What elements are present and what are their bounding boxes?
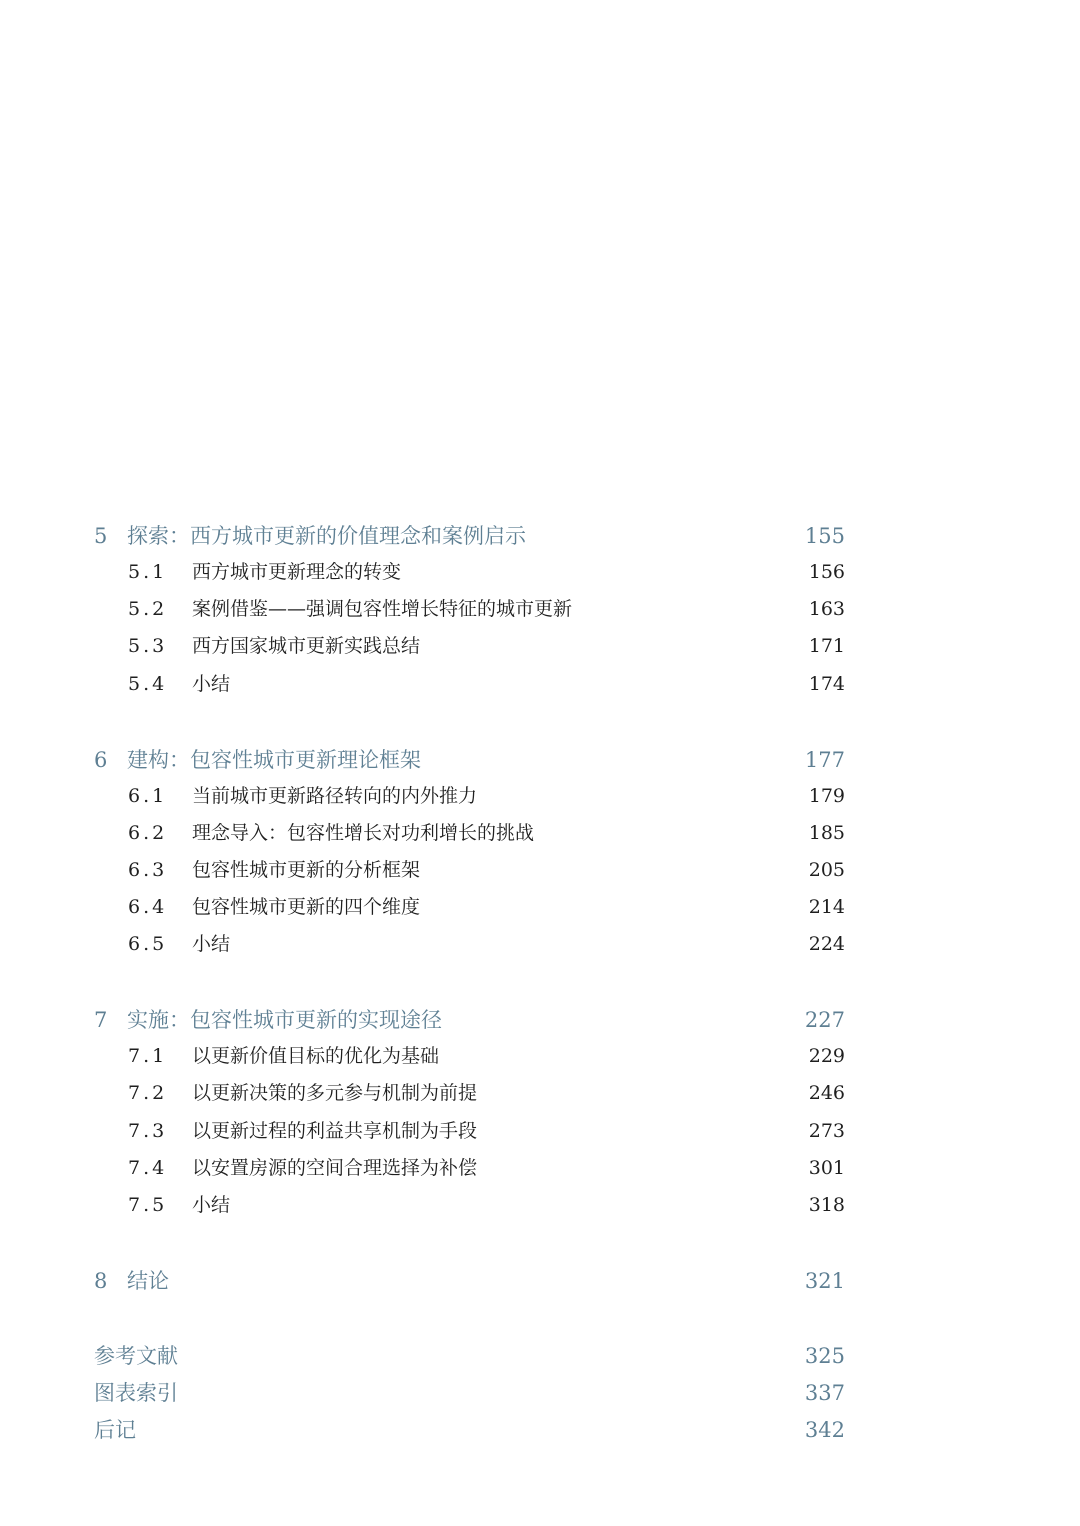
toc-section-6-4[interactable] <box>0 890 1080 924</box>
chapter-number: 5 <box>94 524 108 548</box>
toc-chapter-8[interactable] <box>0 1264 1080 1298</box>
toc-section-7-4[interactable] <box>0 1151 1080 1185</box>
section-title: 案例借鉴——强调包容性增长特征的城市更新 <box>192 598 573 620</box>
end-matter-title: 图表索引 <box>94 1381 178 1405</box>
toc-section-5-1[interactable] <box>0 555 1080 589</box>
section-title: 包容性城市更新的分析框架 <box>192 859 421 881</box>
chapter-title: 探索：西方城市更新的价值理念和案例启示 <box>127 524 526 548</box>
section-page-number: 301 <box>808 1157 845 1179</box>
chapter-number: 6 <box>94 748 108 772</box>
section-number: 5.3 <box>128 635 168 657</box>
toc-section-6-1[interactable] <box>0 779 1080 813</box>
section-number: 6.3 <box>128 859 168 881</box>
section-title: 当前城市更新路径转向的内外推力 <box>192 785 478 807</box>
section-page-number: 163 <box>808 598 845 620</box>
toc-section-5-3[interactable] <box>0 629 1080 663</box>
section-number: 5.1 <box>128 561 168 583</box>
section-number: 7.3 <box>128 1120 168 1142</box>
section-page-number: 229 <box>808 1045 845 1067</box>
chapter-title: 建构：包容性城市更新理论框架 <box>127 748 421 772</box>
end-matter-title: 后记 <box>94 1418 136 1442</box>
toc-section-5-4[interactable] <box>0 667 1080 701</box>
section-page-number: 174 <box>808 673 845 695</box>
end-matter-page-number: 342 <box>804 1418 845 1442</box>
section-page-number: 214 <box>808 896 845 918</box>
section-title: 理念导入：包容性增长对功利增长的挑战 <box>192 822 535 844</box>
section-title: 包容性城市更新的四个维度 <box>192 896 421 918</box>
chapter-page-number: 155 <box>804 524 845 548</box>
section-title: 西方国家城市更新实践总结 <box>192 635 421 657</box>
section-page-number: 205 <box>808 859 845 881</box>
end-matter-title: 参考文献 <box>94 1344 178 1368</box>
section-title: 以更新过程的利益共享机制为手段 <box>192 1120 478 1142</box>
toc-figure-index[interactable] <box>0 1376 1080 1410</box>
section-page-number: 318 <box>808 1194 845 1216</box>
toc-afterword[interactable] <box>0 1413 1080 1447</box>
chapter-number: 8 <box>94 1269 108 1293</box>
section-page-number: 246 <box>808 1082 845 1104</box>
toc-section-6-5[interactable] <box>0 927 1080 961</box>
section-title: 西方城市更新理念的转变 <box>192 561 402 583</box>
section-page-number: 156 <box>808 561 845 583</box>
section-number: 6.2 <box>128 822 168 844</box>
toc-section-6-2[interactable] <box>0 816 1080 850</box>
section-page-number: 224 <box>808 933 845 955</box>
toc-chapter-6[interactable] <box>0 743 1080 777</box>
section-page-number: 185 <box>808 822 845 844</box>
section-title: 以安置房源的空间合理选择为补偿 <box>192 1157 478 1179</box>
chapter-page-number: 227 <box>804 1008 845 1032</box>
toc-section-6-3[interactable] <box>0 853 1080 887</box>
chapter-title: 实施：包容性城市更新的实现途径 <box>127 1008 442 1032</box>
section-page-number: 171 <box>808 635 845 657</box>
section-title: 以更新决策的多元参与机制为前提 <box>192 1082 478 1104</box>
chapter-page-number: 177 <box>804 748 845 772</box>
chapter-title: 结论 <box>127 1269 169 1293</box>
toc-chapter-7[interactable] <box>0 1003 1080 1037</box>
end-matter-page-number: 325 <box>804 1344 845 1368</box>
toc-section-7-5[interactable] <box>0 1188 1080 1222</box>
section-title: 以更新价值目标的优化为基础 <box>192 1045 440 1067</box>
section-number: 7.2 <box>128 1082 168 1104</box>
toc-section-7-3[interactable] <box>0 1114 1080 1148</box>
section-number: 6.5 <box>128 933 168 955</box>
chapter-number: 7 <box>94 1008 108 1032</box>
section-page-number: 273 <box>808 1120 845 1142</box>
section-number: 5.2 <box>128 598 168 620</box>
toc-section-7-2[interactable] <box>0 1076 1080 1110</box>
section-number: 7.1 <box>128 1045 168 1067</box>
section-title: 小结 <box>192 1194 231 1216</box>
section-title: 小结 <box>192 673 231 695</box>
toc-chapter-5[interactable] <box>0 519 1080 553</box>
toc-references[interactable] <box>0 1339 1080 1373</box>
toc-section-7-1[interactable] <box>0 1039 1080 1073</box>
section-number: 7.5 <box>128 1194 168 1216</box>
end-matter-page-number: 337 <box>804 1381 845 1405</box>
toc-section-5-2[interactable] <box>0 592 1080 626</box>
section-title: 小结 <box>192 933 231 955</box>
section-number: 7.4 <box>128 1157 168 1179</box>
section-page-number: 179 <box>808 785 845 807</box>
section-number: 5.4 <box>128 673 168 695</box>
section-number: 6.4 <box>128 896 168 918</box>
chapter-page-number: 321 <box>804 1269 845 1293</box>
section-number: 6.1 <box>128 785 168 807</box>
